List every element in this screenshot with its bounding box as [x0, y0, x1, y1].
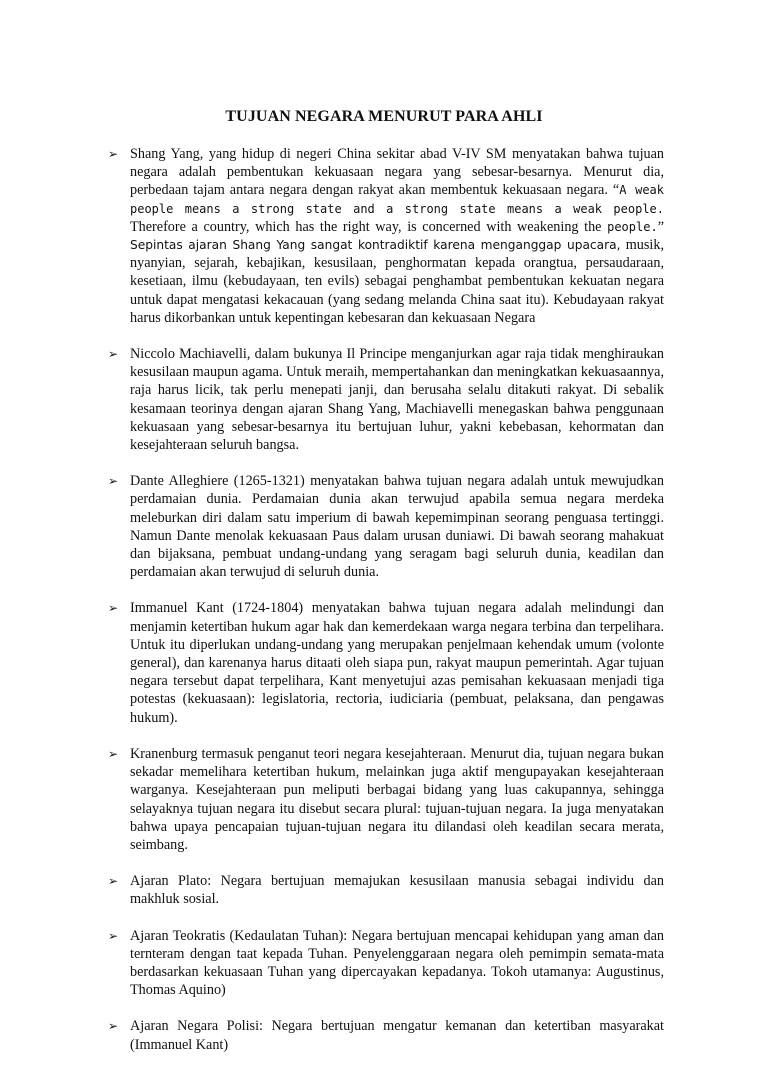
arrow-bullet-icon: ➢ [108, 874, 119, 889]
item-text: Niccolo Machiavelli, dalam bukunya Il Principe menganjurkan agar raja tidak menghiraukan kesusilaan maupun agama. Untuk meraih, mempertahankan dan meningkatkan kekuasaannya, raja harus licik, tak perlu menepati janji, dan berusaha selalu ditakuti rakyat. Di sebalik kesamaan teorinya dengan ajaran Shang Yang, Machiavelli menegaskan bahwa penggunaan kekuasaan yang sebesar-besarnya itu bertujuan luhur, yakni kebebasan, kehormatan dan kesejahteraan seluruh bangsa. [130, 346, 664, 454]
list-item-plato [108, 872, 664, 908]
arrow-bullet-icon: ➢ [108, 147, 119, 161]
item-text: Kranenburg termasuk penganut teori negara kesejahteraan. Menurut dia, tujuan negara bukan sekadar memelihara ketertiban hukum, melainkan juga aktif mengupayakan kesejahteraan warganya. Kesejahteraan pun meliputi berbagai bidang yang luas cakupannya, sehingga selayaknya tujuan negara itu disebut secara plural: tujuan-tujuan negara. Ia juga menyatakan bahwa upaya pencapaian tujuan-tujuan negara itu dilandasi oleh keadilan secara merata, seimbang. [130, 745, 664, 853]
list-item-teokratis [108, 927, 664, 1000]
arrow-bullet-icon: ➢ [108, 928, 119, 943]
list-item-dante [108, 472, 664, 581]
quote-close: ” [657, 218, 664, 235]
quote-text: people. [607, 219, 658, 234]
item-text: Ajaran Negara Polisi: Negara bertujuan mengatur kemanan dan ketertiban masyarakat (Immanuel Kant) [130, 1018, 664, 1053]
list-item-machiavelli [108, 345, 664, 454]
item-text: Dante Alleghiere (1265-1321) menyatakan bahwa tujuan negara adalah untuk mewujudkan perdamaian dunia. Perdamaian dunia akan terwujud apabila semua negara merdeka meleburkan diri dalam satu imperium di bawah kepemimpinan seorang penguasa tertinggi. Namun Dante menolak kekuasaan Paus dalam urusan duniawi. Di bawah seorang mahakuat dan bijaksana, pembuat undang-undang yang seragam bagi seluruh dunia, keadilan dan perdamaian akan terwujud di seluruh dunia. [130, 473, 664, 581]
arrow-bullet-icon: ➢ [108, 746, 119, 761]
item-text: Ajaran Plato: Negara bertujuan memajukan kesusilaan manusia sebagai individu dan makhluk sosial. [130, 873, 664, 908]
item-text: musik, nyanyian, sejarah, kebajikan, kesusilaan, penghormatan kepada orangtua, persaudaraan, kesetiaan, ilmu (kebudayaan, ten evils) sebagai penghambat pembentukan kekuatan negara untuk dapat mengatasi kekacauan (yang sedang melanda China saat itu). Kebudayaan rakyat harus dikorbankan untuk kepentingan kebesaran dan kekuasaan Negara [130, 237, 665, 326]
arrow-bullet-icon: ➢ [108, 347, 119, 362]
quote-text: A weak people means a strong state and a strong state means a weak people. [130, 183, 664, 216]
list-item-kranenburg [108, 745, 664, 854]
list-item-kant [108, 599, 664, 726]
list-item-negara-polisi [108, 1017, 664, 1053]
item-text: Ajaran Teokratis (Kedaulatan Tuhan): Negara bertujuan mencapai kehidupan yang aman dan ternteram dengan taat kepada Tuhan. Penyelenggaraan negara oleh pemimpin semata-mata berdasarkan kekuasaan Tuhan yang dipercayakan kepadanya. Tokoh utamanya: Augustinus, Thomas Aquino) [130, 927, 664, 999]
item-text: Sepintas ajaran Shang Yang sangat kontradiktif karena menganggap upacara, [130, 238, 621, 253]
arrow-bullet-icon: ➢ [108, 1019, 119, 1034]
item-text: Immanuel Kant (1724-1804) menyatakan bahwa tujuan negara adalah melindungi dan menjamin ketertiban hukum agar hak dan kemerdekaan warga negara terbina dan terpelihara. Untuk itu diperlukan undang-undang yang merupakan penjelmaan kehendak umum (volonte general), dan karenanya harus ditaati oleh siapa pun, rakyat maupun pemerintah. Agar tujuan negara tersebut dapat terpelihara, Kant menyetujui azas pemisahan kekuasaan menjadi tiga potestas (kekuasaan): legislatoria, rectoria, iudiciaria (pembuat, pelaksana, dan pengawas hukum). [130, 600, 664, 726]
bullet-list [108, 145, 664, 1072]
list-item-shang-yang [108, 145, 664, 327]
arrow-bullet-icon: ➢ [108, 474, 119, 489]
page-title: TUJUAN NEGARA MENURUT PARA AHLI [225, 108, 543, 125]
item-text: Shang Yang, yang hidup di negeri China sekitar abad V-IV SM menyatakan bahwa tujuan negara adalah pembentukan kekuasaan negara yang sebesar-besarnya. Menurut dia, perbedaan tajam antara negara dengan rakyat akan membentuk kekuasaan negara. “ [130, 146, 664, 199]
quote-text: Therefore a country, which has the right way, is concerned with weakening the [130, 218, 608, 235]
arrow-bullet-icon: ➢ [108, 601, 119, 616]
